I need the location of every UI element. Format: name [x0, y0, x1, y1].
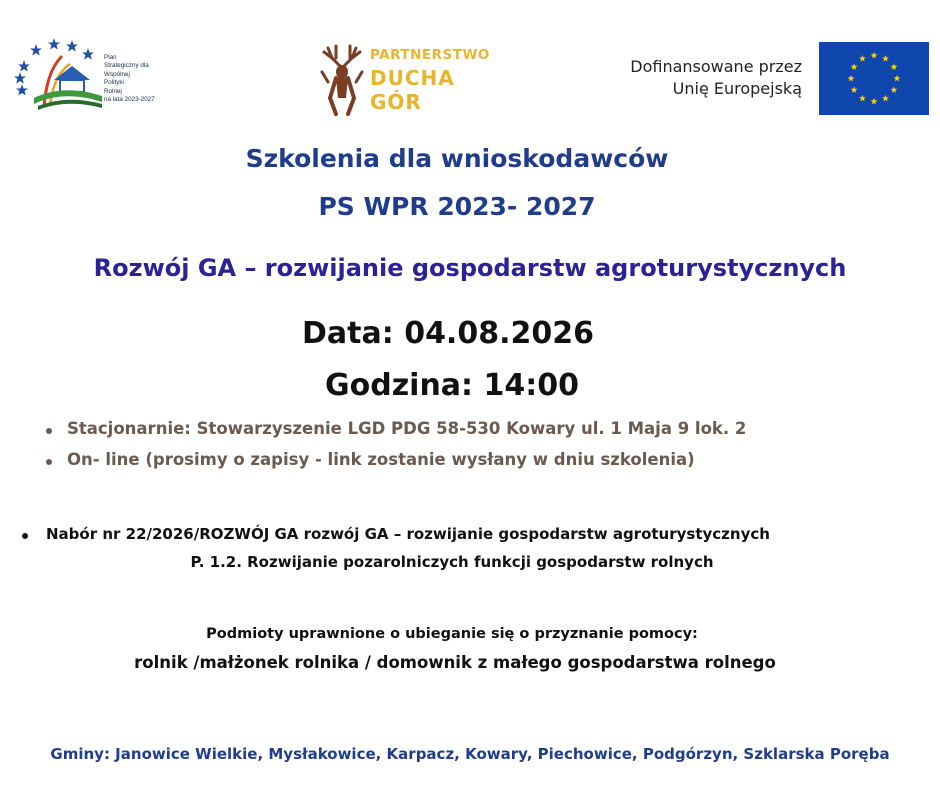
- call-line-1: Nabór nr 22/2026/ROZWÓJ GA rozwój GA – rozwijanie gospodarstw agroturystycznych: [46, 525, 770, 543]
- page-title-line-2: PS WPR 2023- 2027: [318, 192, 596, 221]
- pdg-logo-line-3: GÓR: [370, 90, 422, 114]
- pdg-logo-line-2: DUCHA: [370, 66, 455, 90]
- bullet-icon: [22, 533, 28, 539]
- event-time: Godzina: 14:00: [325, 368, 579, 403]
- pdg-logo-line-1: PARTNERSTWO: [370, 47, 490, 63]
- municipalities-footer: Gminy: Janowice Wielkie, Mysłakowice, Karpacz, Kowary, Piechowice, Podgórzyn, Szklarska Poręba: [50, 745, 890, 763]
- mountain-spirit-icon: [318, 42, 366, 116]
- page-title-line-1: Szkolenia dla wnioskodawców: [245, 144, 669, 173]
- bullet-icon: [46, 428, 52, 434]
- pdg-logo: [318, 40, 518, 118]
- event-date: Data: 04.08.2026: [302, 316, 594, 351]
- eu-flag-icon: [819, 42, 929, 115]
- attendance-item-online: On- line (prosimy o zapisy - link zostanie wysłany w dniu szkolenia): [67, 450, 695, 469]
- call-line-2: P. 1.2. Rozwijanie pozarolniczych funkcji gospodarstw rolnych: [190, 553, 714, 571]
- subtitle: Rozwój GA – rozwijanie gospodarstw agroturystycznych: [93, 254, 847, 282]
- psp-logo-text: Plan Strategiczny dla Wspólnej Polityki Rolnej na lata 2023-2027: [104, 54, 155, 104]
- attendance-item-onsite: Stacjonarnie: Stowarzyszenie LGD PDG 58-530 Kowary ul. 1 Maja 9 lok. 2: [67, 419, 747, 438]
- eligibility-title: Podmioty uprawnione o ubieganie się o przyznanie pomocy:: [206, 626, 698, 642]
- eu-cofinancing-text: Dofinansowane przez Unię Europejską: [630, 57, 802, 98]
- bullet-icon: [46, 459, 52, 465]
- eligibility-body: rolnik /małżonek rolnika / domownik z małego gospodarstwa rolnego: [134, 653, 776, 672]
